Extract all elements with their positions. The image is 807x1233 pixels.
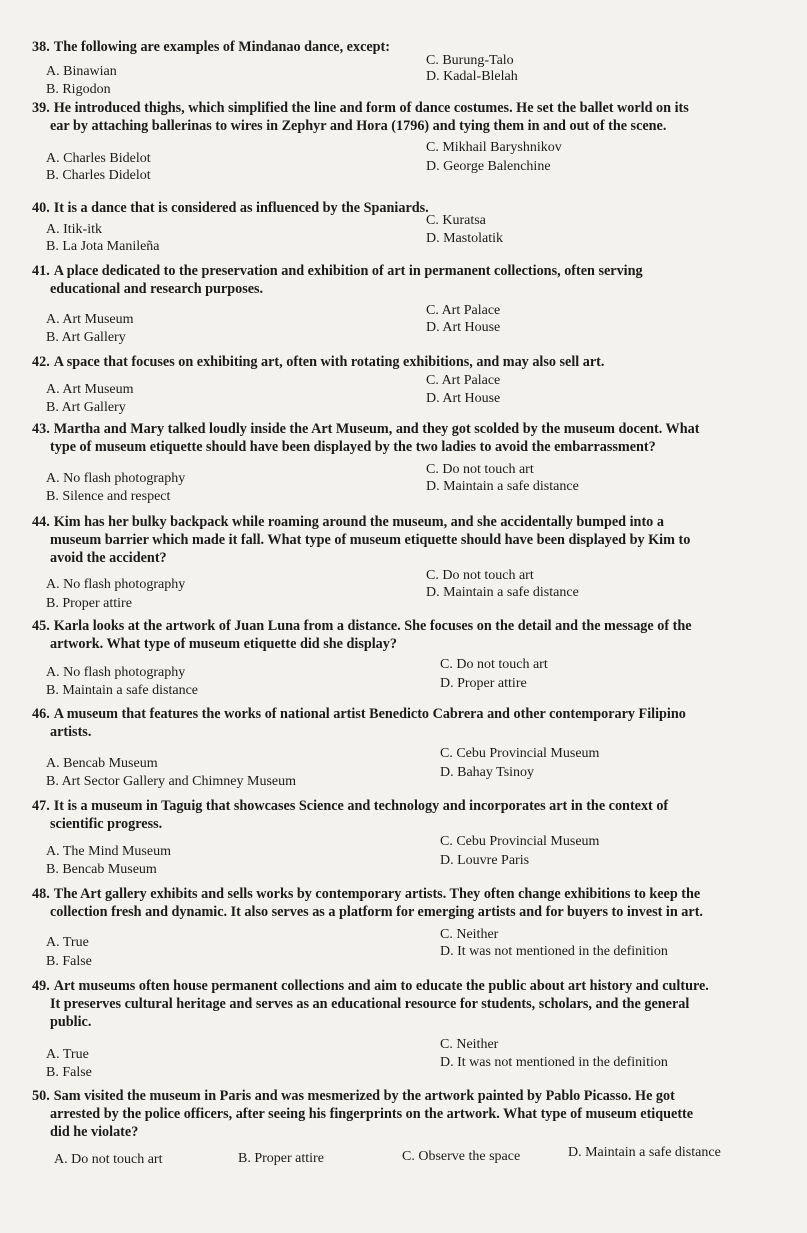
question-stem: 42. A space that focuses on exhibiting art, often with rotating exhibitions, and may also sell art. — [32, 354, 605, 370]
option-b: B. Art Gallery — [46, 400, 126, 415]
option-b: B. False — [46, 1065, 92, 1080]
option-c: C. Do not touch art — [426, 568, 534, 583]
option-c: C. Do not touch art — [440, 657, 548, 672]
option-a: A. Bencab Museum — [46, 756, 158, 771]
question-stem: 40. It is a dance that is considered as influenced by the Spaniards. — [32, 200, 429, 216]
question-number: 47. — [32, 798, 50, 814]
option-d: D. Maintain a safe distance — [426, 585, 579, 600]
option-c: C. Observe the space — [402, 1149, 521, 1164]
option-c: C. Neither — [440, 927, 499, 942]
option-d: D. Mastolatik — [426, 231, 503, 246]
question-number: 38. — [32, 39, 50, 55]
question-number: 50. — [32, 1088, 50, 1104]
option-d: D. Maintain a safe distance — [426, 479, 579, 494]
question-stem: 45. Karla looks at the artwork of Juan Luna from a distance. She focuses on the detail and the message of the artwork. What type of museum etiquette did she display? — [32, 618, 692, 652]
option-c: C. Mikhail Baryshnikov — [426, 140, 562, 155]
option-a: A. Itik-itk — [46, 222, 102, 237]
option-c: C. Art Palace — [426, 373, 501, 388]
option-a: A. True — [46, 1047, 89, 1062]
question-stem: 46. A museum that features the works of national artist Benedicto Cabrera and other contemporary Filipino artists. — [32, 706, 686, 740]
option-c: C. Neither — [440, 1037, 499, 1052]
option-b: B. Proper attire — [238, 1151, 324, 1166]
option-c: C. Art Palace — [426, 303, 501, 318]
option-b: B. Bencab Museum — [46, 862, 157, 877]
question-stem: 41. A place dedicated to the preservation and exhibition of art in permanent collections, often serving educational and research purposes. — [32, 263, 643, 297]
option-a: A. Binawian — [46, 64, 117, 79]
option-c: C. Do not touch art — [426, 462, 534, 477]
option-a: A. No flash photography — [46, 665, 186, 680]
option-c: C. Cebu Provincial Museum — [440, 746, 600, 761]
option-d: D. George Balenchine — [426, 159, 551, 174]
question-number: 40. — [32, 200, 50, 216]
question-number: 43. — [32, 421, 50, 437]
option-a: A. Do not touch art — [54, 1152, 163, 1167]
option-a: A. Art Museum — [46, 312, 134, 327]
option-d: D. It was not mentioned in the definition — [440, 944, 668, 959]
option-b: B. Silence and respect — [46, 489, 171, 504]
option-b: B. La Jota Manileña — [46, 239, 160, 254]
option-b: B. Art Sector Gallery and Chimney Museum — [46, 774, 297, 789]
option-d: D. Art House — [426, 320, 501, 335]
option-b: B. Maintain a safe distance — [46, 683, 199, 698]
option-a: A. The Mind Museum — [46, 844, 171, 859]
option-d: D. Proper attire — [440, 676, 527, 691]
option-d: D. Louvre Paris — [440, 853, 530, 868]
option-d: D. Kadal-Blelah — [426, 69, 518, 84]
question-number: 42. — [32, 354, 50, 370]
option-a: A. True — [46, 935, 89, 950]
option-c: C. Kuratsa — [426, 213, 486, 228]
question-number: 41. — [32, 263, 50, 279]
question-stem: 50. Sam visited the museum in Paris and was mesmerized by the artwork painted by Pablo Picasso. He got arrested by the police officers, after seeing his fingerprints on the artwork. What type of museum etiquette did he violate? — [32, 1088, 694, 1140]
option-b: B. Charles Didelot — [46, 168, 151, 183]
question-stem: 38. The following are examples of Mindanao dance, except: — [32, 39, 391, 55]
question-number: 44. — [32, 514, 50, 530]
option-a: A. No flash photography — [46, 471, 186, 486]
question-number: 39. — [32, 100, 50, 116]
option-b: B. Proper attire — [46, 596, 132, 611]
option-c: C. Burung-Talo — [426, 53, 514, 68]
question-stem: 44. Kim has her bulky backpack while roaming around the museum, and she accidentally bumped into a museum barrier which made it fall. What type of museum etiquette should have been displayed by Kim to avoid the accident? — [32, 514, 691, 566]
option-d: D. It was not mentioned in the definition — [440, 1055, 668, 1070]
option-b: B. Art Gallery — [46, 330, 126, 345]
option-d: D. Maintain a safe distance — [568, 1145, 721, 1160]
option-a: A. Art Museum — [46, 382, 134, 397]
question-number: 48. — [32, 886, 50, 902]
question-stem: 43. Martha and Mary talked loudly inside the Art Museum, and they got scolded by the museum docent. What type of museum etiquette should have been displayed by the two ladies to avoid the embarrassment? — [32, 421, 700, 455]
question-stem: 49. Art museums often house permanent collections and aim to educate the public about art history and culture. It preserves cultural heritage and serves as an educational resource for students, scholars, and the general public. — [32, 978, 709, 1030]
option-d: D. Bahay Tsinoy — [440, 765, 535, 780]
question-stem: 48. The Art gallery exhibits and sells works by contemporary artists. They often change exhibitions to keep the collection fresh and dynamic. It also serves as a platform for emerging artists and for buyers to invest in art. — [32, 886, 703, 920]
question-stem: 47. It is a museum in Taguig that showcases Science and technology and incorporates art in the context of scientific progress. — [32, 798, 669, 832]
option-a: A. Charles Bidelot — [46, 151, 151, 166]
option-b: B. False — [46, 954, 92, 969]
question-number: 46. — [32, 706, 50, 722]
question-stem: 39. He introduced thighs, which simplified the line and form of dance costumes. He set the ballet world on its ear by attaching ballerinas to wires in Zephyr and Hora (1796) and tying them in and out of the scene. — [32, 100, 689, 134]
option-b: B. Rigodon — [46, 82, 111, 97]
option-d: D. Art House — [426, 391, 501, 406]
question-number: 45. — [32, 618, 50, 634]
option-a: A. No flash photography — [46, 577, 186, 592]
question-number: 49. — [32, 978, 50, 994]
option-c: C. Cebu Provincial Museum — [440, 834, 600, 849]
